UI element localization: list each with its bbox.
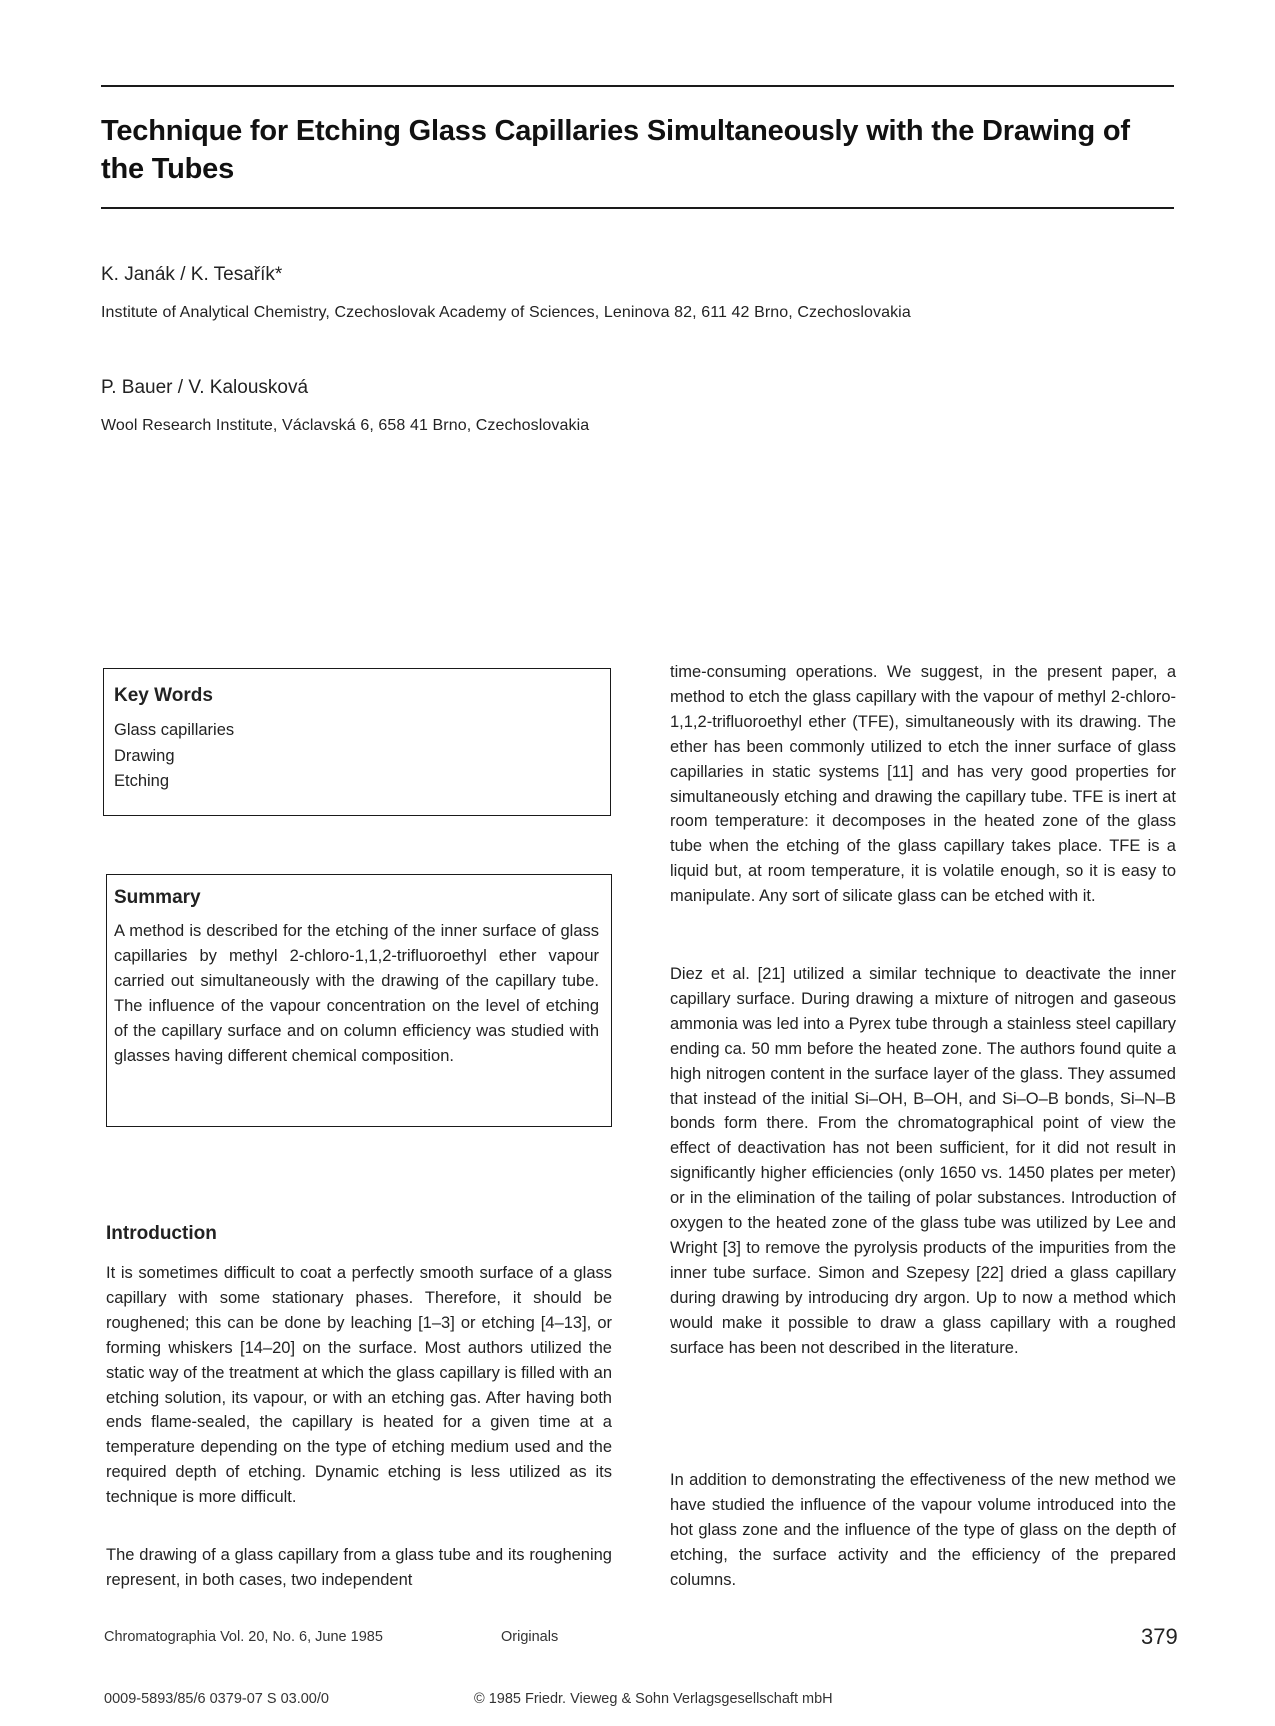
- introduction-paragraph: The drawing of a glass capillary from a glass tube and its roughening represent, in both cases, two independent: [106, 1546, 612, 1589]
- journal-citation: Chromatographia Vol. 20, No. 6, June 1985: [104, 1629, 383, 1645]
- summary-text: A method is described for the etching of the inner surface of glass capillaries by methyl 2-chloro-1,1,2-trifluoroethyl ether vapour carried out simultaneously with the drawing of the capillary tube. The influence of the vapour concentration on the level of etching of the capillary surface and on column efficiency was studied with glasses having different chemical composition.: [114, 922, 599, 1065]
- keyword-item: Glass capillaries: [114, 721, 235, 739]
- author-group-1: K. Janák / K. Tesařík*: [101, 264, 283, 285]
- top-rule: [101, 85, 1174, 87]
- keywords-heading: Key Words: [114, 685, 213, 706]
- paper-title: Technique for Etching Glass Capillaries Simultaneously with the Drawing of the Tubes: [101, 115, 1130, 185]
- introduction-heading: Introduction: [106, 1223, 217, 1244]
- affiliation-1: Institute of Analytical Chemistry, Czechoslovak Academy of Sciences, Leninova 82, 611 42 Brno, Czechoslovakia: [101, 304, 911, 321]
- keywords-box: [103, 668, 611, 816]
- keyword-item: Drawing: [114, 746, 175, 765]
- summary-heading: Summary: [114, 887, 201, 908]
- author-group-2: P. Bauer / V. Kalousková: [101, 377, 309, 398]
- introduction-paragraph: It is sometimes difficult to coat a perfectly smooth surface of a glass capillary with some stationary phases. Therefore, it should be roughened; this can be done by leaching [1–3] or etching [4–13], or forming whiskers [14–20] on the surface. Most authors utilized the static way of the treatment at which the glass capillary is filled with an etching solution, its vapour, or with an etching gas. After having both ends flame-sealed, the capillary is heated for a given time at a temperature depending on the type of etching medium used and the required depth of etching. Dynamic etching is less utilized as its technique is more difficult.: [106, 1264, 612, 1507]
- page-number: 379: [1141, 1624, 1178, 1649]
- copyright-line: © 1985 Friedr. Vieweg & Sohn Verlagsgesellschaft mbH: [474, 1691, 833, 1707]
- affiliation-2: Wool Research Institute, Václavská 6, 658 41 Brno, Czechoslovakia: [101, 417, 590, 434]
- article-code: 0009-5893/85/6 0379-07 S 03.00/0: [104, 1691, 329, 1707]
- body-paragraph: In addition to demonstrating the effectiveness of the new method we have studied the influence of the vapour volume introduced into the hot glass zone and the influence of the type of glass on the depth of etching, the surface activity and the efficiency of the prepared columns.: [670, 1471, 1176, 1589]
- title-bottom-rule: [101, 207, 1174, 209]
- keyword-item: Etching: [114, 772, 170, 790]
- body-paragraph: time-consuming operations. We suggest, in the present paper, a method to etch the glass capillary with the vapour of methyl 2-chloro-1,1,2-trifluoroethyl ether (TFE), simultaneously with its drawing. The ether has been commonly utilized to etch the inner surface of glass capillaries in static systems [11] and has very good properties for simultaneously etching and drawing the capillary tube. TFE is inert at room temperature: it decomposes in the heated zone of the glass tube when the etching of the glass capillary takes place. TFE is a liquid but, at room temperature, it is volatile enough, so it is easy to manipulate. Any sort of silicate glass can be etched with it.: [670, 663, 1176, 906]
- section-label: Originals: [501, 1629, 559, 1645]
- summary-box: [106, 874, 612, 1127]
- body-paragraph: Diez et al. [21] utilized a similar technique to deactivate the inner capillary surface. During drawing a mixture of nitrogen and gaseous ammonia was led into a Pyrex tube through a stainless steel capillary ending ca. 50 mm before the heated zone. The authors found quite a high nitrogen content in the surface layer of the glass. They assumed that instead of the initial Si–OH, B–OH, and Si–O–B bonds, Si–N–B bonds form there. From the chromatographical point of view the effect of deactivation has not been sufficient, for it did not result in significantly higher efficiencies (only 1650 vs. 1450 plates per meter) or in the elimination of the tailing of polar substances. Introduction of oxygen to the heated zone of the glass tube was utilized by Lee and Wright [3] to remove the pyrolysis products of the impurities from the inner tube surface. Simon and Szepesy [22] dried a glass capillary during drawing by introducing dry argon. Up to now a method which would make it possible to draw a glass capillary with a roughed surface has been not described in the literature.: [670, 965, 1176, 1357]
